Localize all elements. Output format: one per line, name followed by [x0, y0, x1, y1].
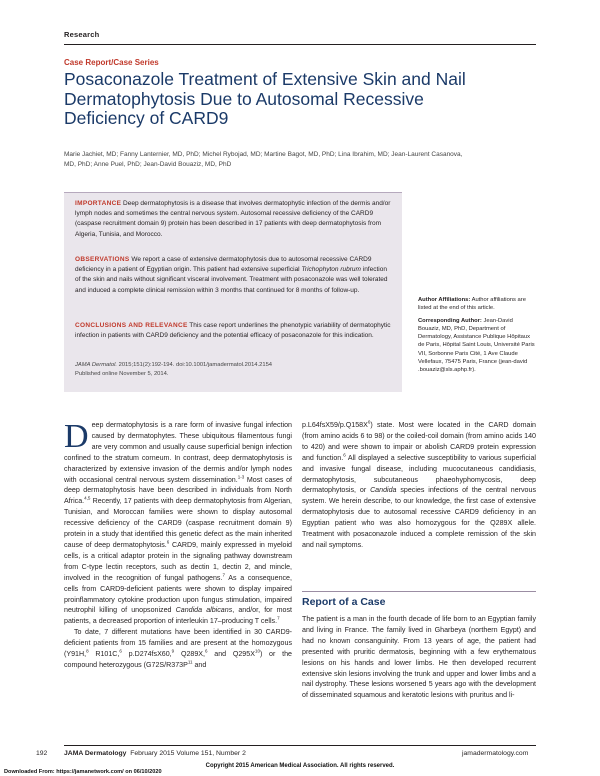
- reference-sup: 6: [343, 452, 346, 458]
- text-span: Recently, 17 patients with deep dermatophytosis from Algerian, Tunisian, and Moroccan families were shown to display autosomal recessive deficiency of the CARD9 (caspase recruitment domain 9) protein in a study that identified this genetic defect as the main inherited cause of deep dermatophytosis.: [64, 497, 292, 549]
- report-text: The patient is a man in the fourth decade of life born to an Egyptian family and living in France. The family lived in Gharbeya (northern Egypt) and had no known consanguinity. From 13 years of age, the patient had presented with pruritic dermatosis, beginning with a few erythematous lesions on his hands and lower limbs. He then developed recurrent extensive skin lesions involving the trunk and upper and lower limbs and a nail dystrophy. These lesions worsened 5 years ago with the development of disseminated squamous and keratotic lesions with pruritus and li-: [302, 615, 536, 700]
- citation-journal: JAMA Dermatol.: [75, 362, 117, 368]
- corresponding-author: [418, 317, 536, 375]
- affiliations-text: Author affiliations are listed at the end of this article.: [418, 297, 526, 312]
- reference-sup: 11: [187, 659, 193, 665]
- conclusions-heading: CONCLUSIONS AND RELEVANCE: [75, 322, 188, 329]
- abstract-observations: [75, 255, 393, 296]
- text-span: CARD9, mainly expressed in myeloid cells, is a critical adaptor protein in the signaling pathway downstream from C-type lectin receptors, such as dectin 1, dectin 2, and mincle, involved in the recognition of fungal pathogens.: [64, 540, 292, 582]
- reference-sup: 10: [254, 648, 260, 654]
- affiliations-label: Author Affiliations:: [418, 297, 471, 303]
- observations-heading: OBSERVATIONS: [75, 256, 130, 263]
- text-span: All displayed a selective susceptibility to various superficial and invasive fungal disease, including mucocutaneous candidiasis, dermatophytosis, subcutaneous phaeohyphomycosis, deep dermatophytosis, or: [302, 453, 536, 495]
- reference-sup: 6: [166, 539, 170, 545]
- conclusions-text: This case report underlines the phenotypic variability of dermatophytic infection in patients with CARD9 deficiency and the potential efficacy of posaconazole for this indication.: [75, 322, 391, 340]
- reference-sup: 7: [222, 572, 225, 578]
- text-span: and: [194, 660, 207, 669]
- observations-text-1: We report a case of extensive dermatophytosis due to autosomal recessive CARD9 deficiency in a patient of Egyptian origin. This patient had extensive superficial: [75, 256, 372, 274]
- text-span: ) state. Most were located in the CARD domain (from amino acids 6 to 98) or the coiled-coil domain (from amino acids 140 to 420) and were shown to impair or abolish CARD9 protein expression and function.: [302, 421, 536, 462]
- intro-paragraph-1: [64, 420, 292, 627]
- header-rule: [64, 44, 536, 45]
- organism-name: Candida: [370, 486, 397, 495]
- issue-info: February 2015 Volume 151, Number 2: [130, 750, 246, 757]
- importance-heading: IMPORTANCE: [75, 200, 122, 207]
- corresponding-text: Jean-David Bouaziz, MD, PhD, Department of Dermatology, Assistance Publique Hôpitaux de Paris, Hôpital Saint Louis, Université Paris VII, Sorbonne Paris Cité, 1 Ave Claude Vellefaux, 75475 Paris, France (jean-david .bouaziz@sls.aphp.fr).: [418, 317, 535, 374]
- journal-name: JAMA Dermatology: [64, 750, 127, 757]
- text-span: and Q295X: [214, 650, 255, 659]
- text-span: To date, 7 different mutations have been identified in 30 CARD9-deficient patients from 15 families and are present at the homozygous (Y91H,: [64, 628, 292, 659]
- author-info-aside: [418, 296, 536, 375]
- footer-rule: [64, 745, 536, 746]
- text-span: species infections of the central nervous system. We herein describe, to our knowledge, the first case of extensive dermatophytosis due to autosomal recessive CARD9 deficiency in an Egyptian patient who was also homozygous for the Q289X allele. Treatment with posaconazole induced a complete remission of the skin and nail symptoms.: [302, 486, 536, 549]
- intro-paragraph-2-continued: [302, 420, 536, 551]
- reference-sup: 4,5: [84, 495, 91, 501]
- body-column-left: [64, 420, 292, 671]
- article-type: Case Report/Case Series: [64, 58, 159, 67]
- author-list: Marie Jachiet, MD; Fanny Lanternier, MD, PhD; Michel Rybojad, MD; Martine Bagot, MD, PhD; Lina Ibrahim, MD; Jean-Laurent Casanova, MD, PhD; Anne Puel, PhD; Jean-David Bouaziz, MD, PhD: [64, 151, 463, 168]
- reference-sup: 6: [367, 419, 371, 425]
- abstract-conclusions: [75, 321, 393, 341]
- text-span: , and/or, for most patients, a decreased proportion of interleukin 17–producing T cells.: [64, 606, 292, 626]
- copyright-notice: Copyright 2015 American Medical Association. All rights reserved.: [205, 763, 395, 769]
- corresponding-label: Corresponding Author:: [418, 317, 482, 324]
- download-notice: Downloaded From: https://jamanetwork.com/ on 06/10/2020: [4, 769, 162, 775]
- reference-sup: 6: [119, 648, 122, 654]
- section-heading-report: Report of a Case: [302, 596, 386, 608]
- text-span: As a consequence, cells from CARD9-deficient patients were shown to display impaired proinflammatory cytokine production upon fungus stimulation, impaired neutrophil killing of unopsonized: [64, 573, 292, 615]
- reference-sup: 1-3: [237, 474, 245, 480]
- page-number: 192: [36, 750, 48, 757]
- observations-text-2: infection of the skin and nails without significant visceral involvement. Treatment with posaconazole was well tolerated and induced a complete clinical remission within 3 months that continued for 8 months of follow-up.: [75, 266, 388, 294]
- abstract-importance: [75, 199, 393, 240]
- reference-sup: 7: [277, 615, 280, 621]
- body-column-right: [302, 420, 536, 551]
- journal-footer: [64, 750, 246, 757]
- intro-paragraph-2: [64, 627, 292, 671]
- journal-site-link[interactable]: jamadermatology.com: [462, 750, 529, 757]
- reference-sup: 8: [86, 648, 89, 654]
- text-span: eep dermatophytosis is a rare form of invasive fungal infection caused by dermatophytes. These ubiquitous filamentous fungi are very common and usually cause superficial benign infection confined to the stratum corneum. In contrast, deep dermatophytosis is characterized by extensive invasion of the dermis and/or lymph nodes with occasional central nervous system dissemination.: [64, 421, 292, 484]
- text-span: p.D274fsX60,: [128, 650, 172, 659]
- importance-text: Deep dermatophytosis is a disease that involves dermatophytic infection of the dermis and/or lymph nodes and sometimes the central nervous system. Autosomal recessive deficiency of the CARD9 (caspase recruitment domain 9) protein has been described in 17 patients with deep dermatophytosis from Algeria, Tunisia, and Morocco.: [75, 200, 391, 238]
- reference-sup: 9: [171, 648, 175, 654]
- reference-sup: 6: [205, 648, 208, 654]
- published-date: Published online November 5, 2014.: [75, 370, 169, 377]
- report-paragraph: [302, 614, 536, 701]
- citation-details: 2015;151(2):192-194. doi:10.1001/jamadermatol.2014.2154: [118, 362, 273, 368]
- abstract-box: [64, 192, 402, 392]
- section-rule: [302, 591, 536, 592]
- text-span: R101C,: [95, 650, 120, 659]
- text-span: Most cases of deep dermatophytosis have been described in individuals from North Africa.: [64, 475, 293, 506]
- section-label: Research: [64, 30, 100, 39]
- affiliations-note: [418, 296, 536, 313]
- text-span: Q289X,: [180, 650, 205, 659]
- drop-cap: D: [64, 418, 89, 455]
- organism-name: Trichophyton rubrum: [301, 266, 361, 274]
- citation: [75, 361, 393, 379]
- text-span: p.L64fsX59/p.Q158X: [302, 421, 368, 429]
- article-title: Posaconazole Treatment of Extensive Skin and Nail Dermatophytosis Due to Autosomal Recessive Deficiency of CARD9: [64, 69, 466, 128]
- text-span: ) or the compound heterozygous (G72S/R373P: [64, 650, 292, 669]
- organism-name: Candida albicans: [175, 606, 233, 615]
